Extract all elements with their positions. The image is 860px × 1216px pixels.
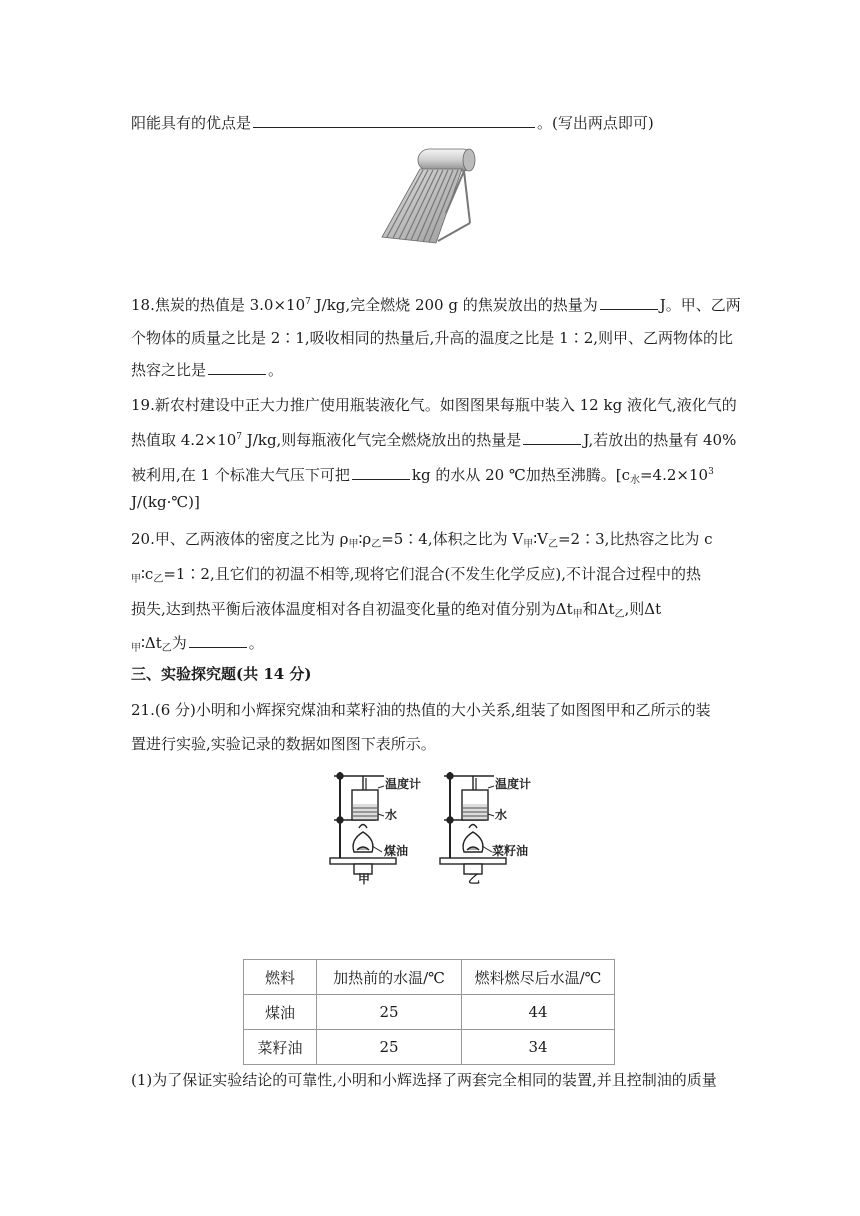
label-water-left: 水 [385,808,398,822]
q17-answer-line: 阳能具有的优点是 。(写出两点即可) [131,111,654,134]
caption-yi: 乙 [468,872,481,886]
q19-line1: 19.新农村建设中正大力推广使用瓶装液化气。如图图果每瓶中装入 12 kg 液化气,液化气的 [131,396,737,414]
caption-jia: 甲 [358,872,371,886]
table-cell: 44 [462,995,615,1030]
answer-blank[interactable] [600,293,658,310]
table-cell: 25 [317,1030,462,1065]
q19-line2: 热值取 $4.2\times 10^7$ J/kg,则每瓶液化气完全燃烧放出的热量是 J,若放出的热量有 40% [131,426,736,451]
table-header-cell: 燃料燃尽后水温/℃ [462,960,615,995]
q21-line2: 置进行实验,实验记录的数据如图图下表所示。 [131,735,436,753]
apparatus-figure [326,766,538,886]
q21-part1-line: (1)为了保证实验结论的可靠性,小明和小辉选择了两套完全相同的装置,并且控制油的质量 [131,1071,717,1089]
q20-line1: 20.甲、乙两液体的密度之比为 $\rho_甲∶\rho_乙=5∶4$,体积之比为 $V_甲∶V_乙=2∶3$,比热容之比为 c [131,530,713,550]
answer-blank[interactable] [523,428,581,445]
solar-water-heater-image [378,143,480,249]
q20-line4: $_甲∶\Delta t_乙$为 。 [131,631,264,660]
answer-blank[interactable] [352,463,410,480]
answer-blank[interactable] [253,111,535,128]
table-row [244,995,615,1030]
table-cell: 煤油 [244,995,317,1030]
q21-line1: 21.(6 分)小明和小辉探究煤油和菜籽油的热值的大小关系,组装了如图图甲和乙所示的装 [131,701,711,719]
table-header-cell: 燃料 [244,960,317,995]
q18-line2: 个物体的质量之比是 2∶1,吸收相同的热量后,升高的温度之比是 1∶2,则甲、乙两物体的比 [131,329,734,347]
q19-line4: J/(kg·℃)] [131,493,200,511]
q18-line1: 18.焦炭的热值是 $3.0\times 10^7$ J/kg,完全燃烧 200 g 的焦炭放出的热量为 J。甲、乙两 [131,291,741,316]
q19-line3: 被利用,在 1 个标准大气压下可把 kg 的水从 20 ℃加热至沸腾。[$c_水=4.2\times 10^3$ [131,461,714,492]
label-thermometer-left: 温度计 [385,777,422,791]
section-heading: 三、实验探究题(共 14 分) [131,665,312,683]
answer-blank[interactable] [208,358,266,375]
table-header-cell: 加热前的水温/℃ [317,960,462,995]
label-thermometer-right: 温度计 [495,777,532,791]
label-water-right: 水 [495,808,508,822]
experiment-data-table [243,959,615,1065]
label-kerosene: 煤油 [384,844,409,858]
q20-line3: 损失,达到热平衡后液体温度相对各自初温变化量的绝对值分别为$\Delta t_甲$和$\Delta t_乙$,则Δt [131,600,662,620]
label-rapeseed-oil: 菜籽油 [492,844,529,858]
table-cell: 34 [462,1030,615,1065]
table-header-row [244,960,615,995]
answer-blank[interactable] [189,631,247,648]
q18-line3: 热容之比是 。 [131,358,283,381]
table-cell: 菜籽油 [244,1030,317,1065]
table-cell: 25 [317,995,462,1030]
q20-line2: $_甲∶c_乙=1∶2$,且它们的初温不相等,现将它们混合(不发生化学反应),不计混合过程中的热 [131,565,701,585]
table-row [244,1030,615,1065]
